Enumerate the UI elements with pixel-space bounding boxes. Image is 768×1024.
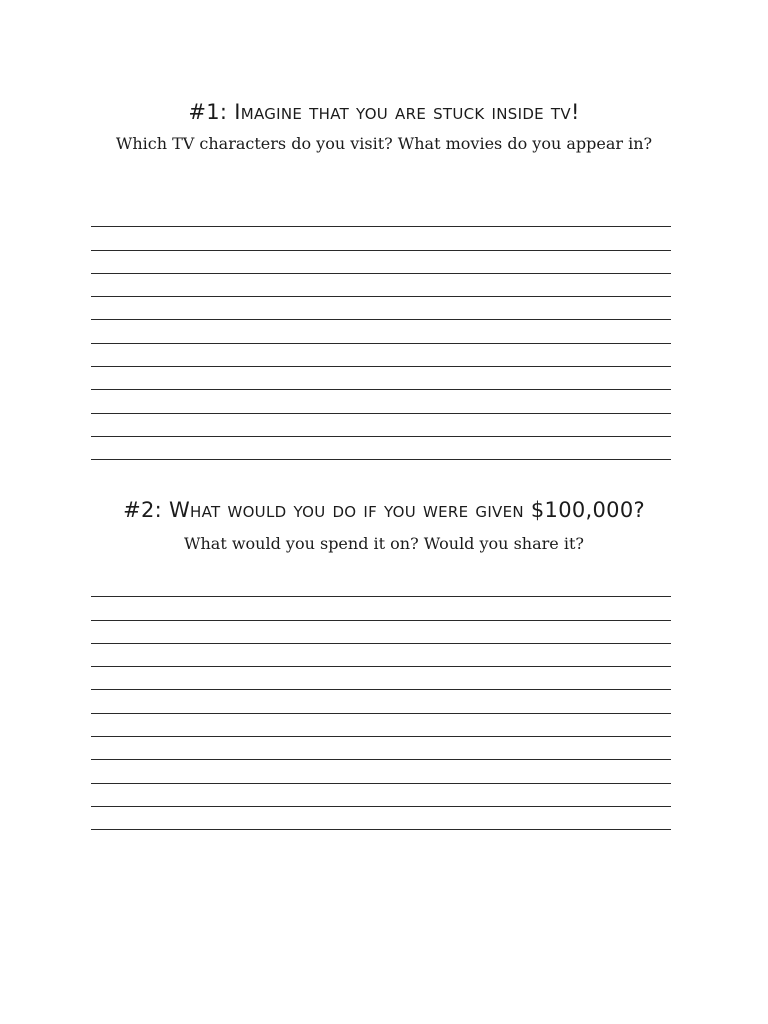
prompt-title: #2: What would you do if you were given $100,000?: [123, 498, 645, 522]
answer-line[interactable]: [91, 414, 671, 437]
writing-lines[interactable]: [91, 204, 671, 460]
answer-line[interactable]: [91, 251, 671, 274]
answer-line[interactable]: [91, 227, 671, 250]
answer-line[interactable]: [91, 574, 671, 597]
answer-line[interactable]: [91, 784, 671, 807]
answer-line[interactable]: [91, 807, 671, 830]
answer-line[interactable]: [91, 690, 671, 713]
answer-line[interactable]: [91, 644, 671, 667]
answer-line[interactable]: [91, 760, 671, 783]
answer-line[interactable]: [91, 737, 671, 760]
answer-line[interactable]: [91, 367, 671, 390]
answer-line[interactable]: [91, 621, 671, 644]
answer-line[interactable]: [91, 667, 671, 690]
answer-line[interactable]: [91, 437, 671, 460]
answer-line[interactable]: [91, 344, 671, 367]
answer-line[interactable]: [91, 204, 671, 227]
answer-line[interactable]: [91, 597, 671, 620]
prompt-title: #1: Imagine that you are stuck inside tv!: [188, 100, 580, 124]
answer-line[interactable]: [91, 714, 671, 737]
writing-lines[interactable]: [91, 574, 671, 830]
answer-line[interactable]: [91, 297, 671, 320]
prompt-subtitle: What would you spend it on? Would you share it?: [184, 534, 584, 553]
prompt-subtitle: Which TV characters do you visit? What movies do you appear in?: [115, 134, 653, 153]
answer-line[interactable]: [91, 320, 671, 343]
answer-line[interactable]: [91, 274, 671, 297]
answer-line[interactable]: [91, 390, 671, 413]
